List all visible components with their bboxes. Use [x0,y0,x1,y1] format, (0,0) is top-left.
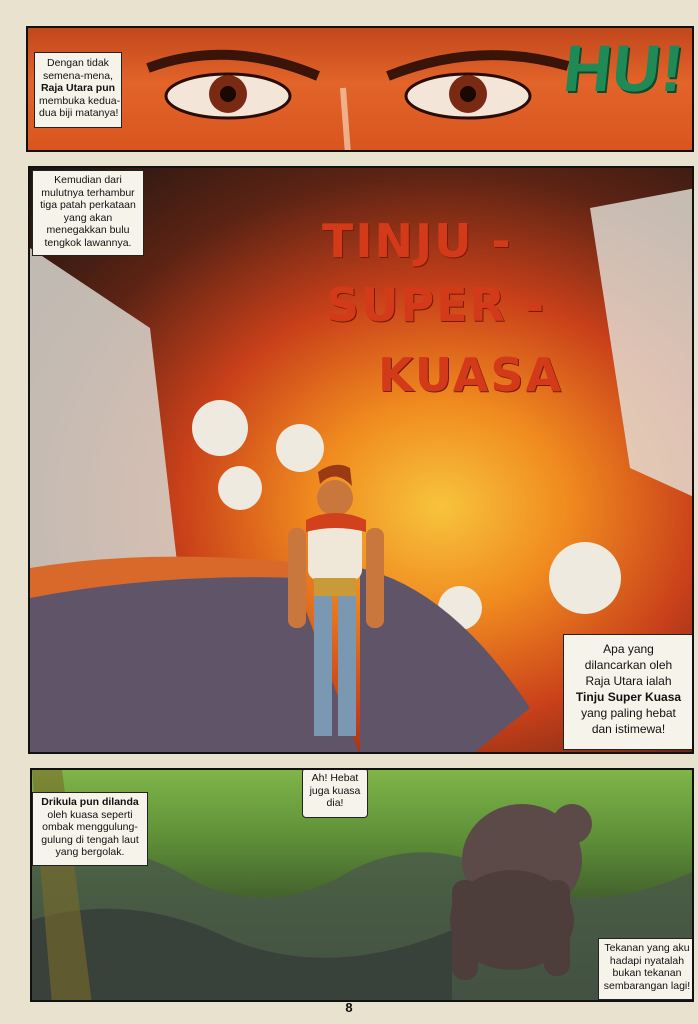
caption-line: Kemudian dari [54,174,122,186]
caption-bottom [563,634,694,750]
caption-line: membuka kedua- [39,94,121,107]
caption-line: yang bergolak. [55,846,125,858]
attack-title-line-3: KUASA [378,348,564,402]
caption-line: tiga patah perkataan [40,199,136,211]
caption-line: yang paling hebat [581,706,676,720]
attack-title-line-2: SUPER - [326,278,547,332]
caption-line: Drikula pun dilanda [41,796,139,808]
caption-right [598,938,694,1000]
attack-title-line-1: TINJU - [322,214,513,268]
caption-line: Dengan tidak [47,57,109,69]
caption-line: oleh kuasa seperti [47,808,133,821]
sound-effect-hu: HU! [559,31,688,105]
caption-eyes [34,52,122,128]
caption-line: Raja Utara pun [40,82,116,94]
caption-top [32,170,144,256]
panel-wave [30,768,694,1002]
panel-blast [28,166,694,754]
caption-line: dilancarkan oleh [584,658,673,672]
caption-line: Tinju Super Kuasa [575,690,682,704]
caption-line: tengkok lawannya. [44,236,132,249]
caption-line: ombak menggulung- [42,821,138,833]
speech-line: juga kuasa [309,784,361,797]
caption-line: dan istimewa! [591,722,666,736]
caption-line: semena-mena, [42,69,114,82]
caption-line: hadapi nyatalah [609,954,685,967]
panel-eyes [26,26,694,152]
caption-line: bukan tekanan [612,967,682,979]
caption-line: menegakkan bulu [46,224,130,236]
caption-line: Tekanan yang aku [604,942,690,954]
caption-line: yang akan [63,211,113,224]
caption-line: gulung di tengah laut [41,833,139,846]
caption-line: mulutnya terhambur [41,186,135,199]
caption-line: Raja Utara ialah [585,674,672,688]
caption-line: dua biji matanya! [39,107,119,119]
page-number: 8 [345,1000,353,1015]
caption-left [32,792,148,866]
speech-line: Ah! Hebat [311,772,359,784]
speech-line: dia! [326,797,344,809]
caption-line: sembarangan lagi! [603,979,691,992]
speech-bubble [302,768,368,818]
caption-line: Apa yang [603,642,654,656]
